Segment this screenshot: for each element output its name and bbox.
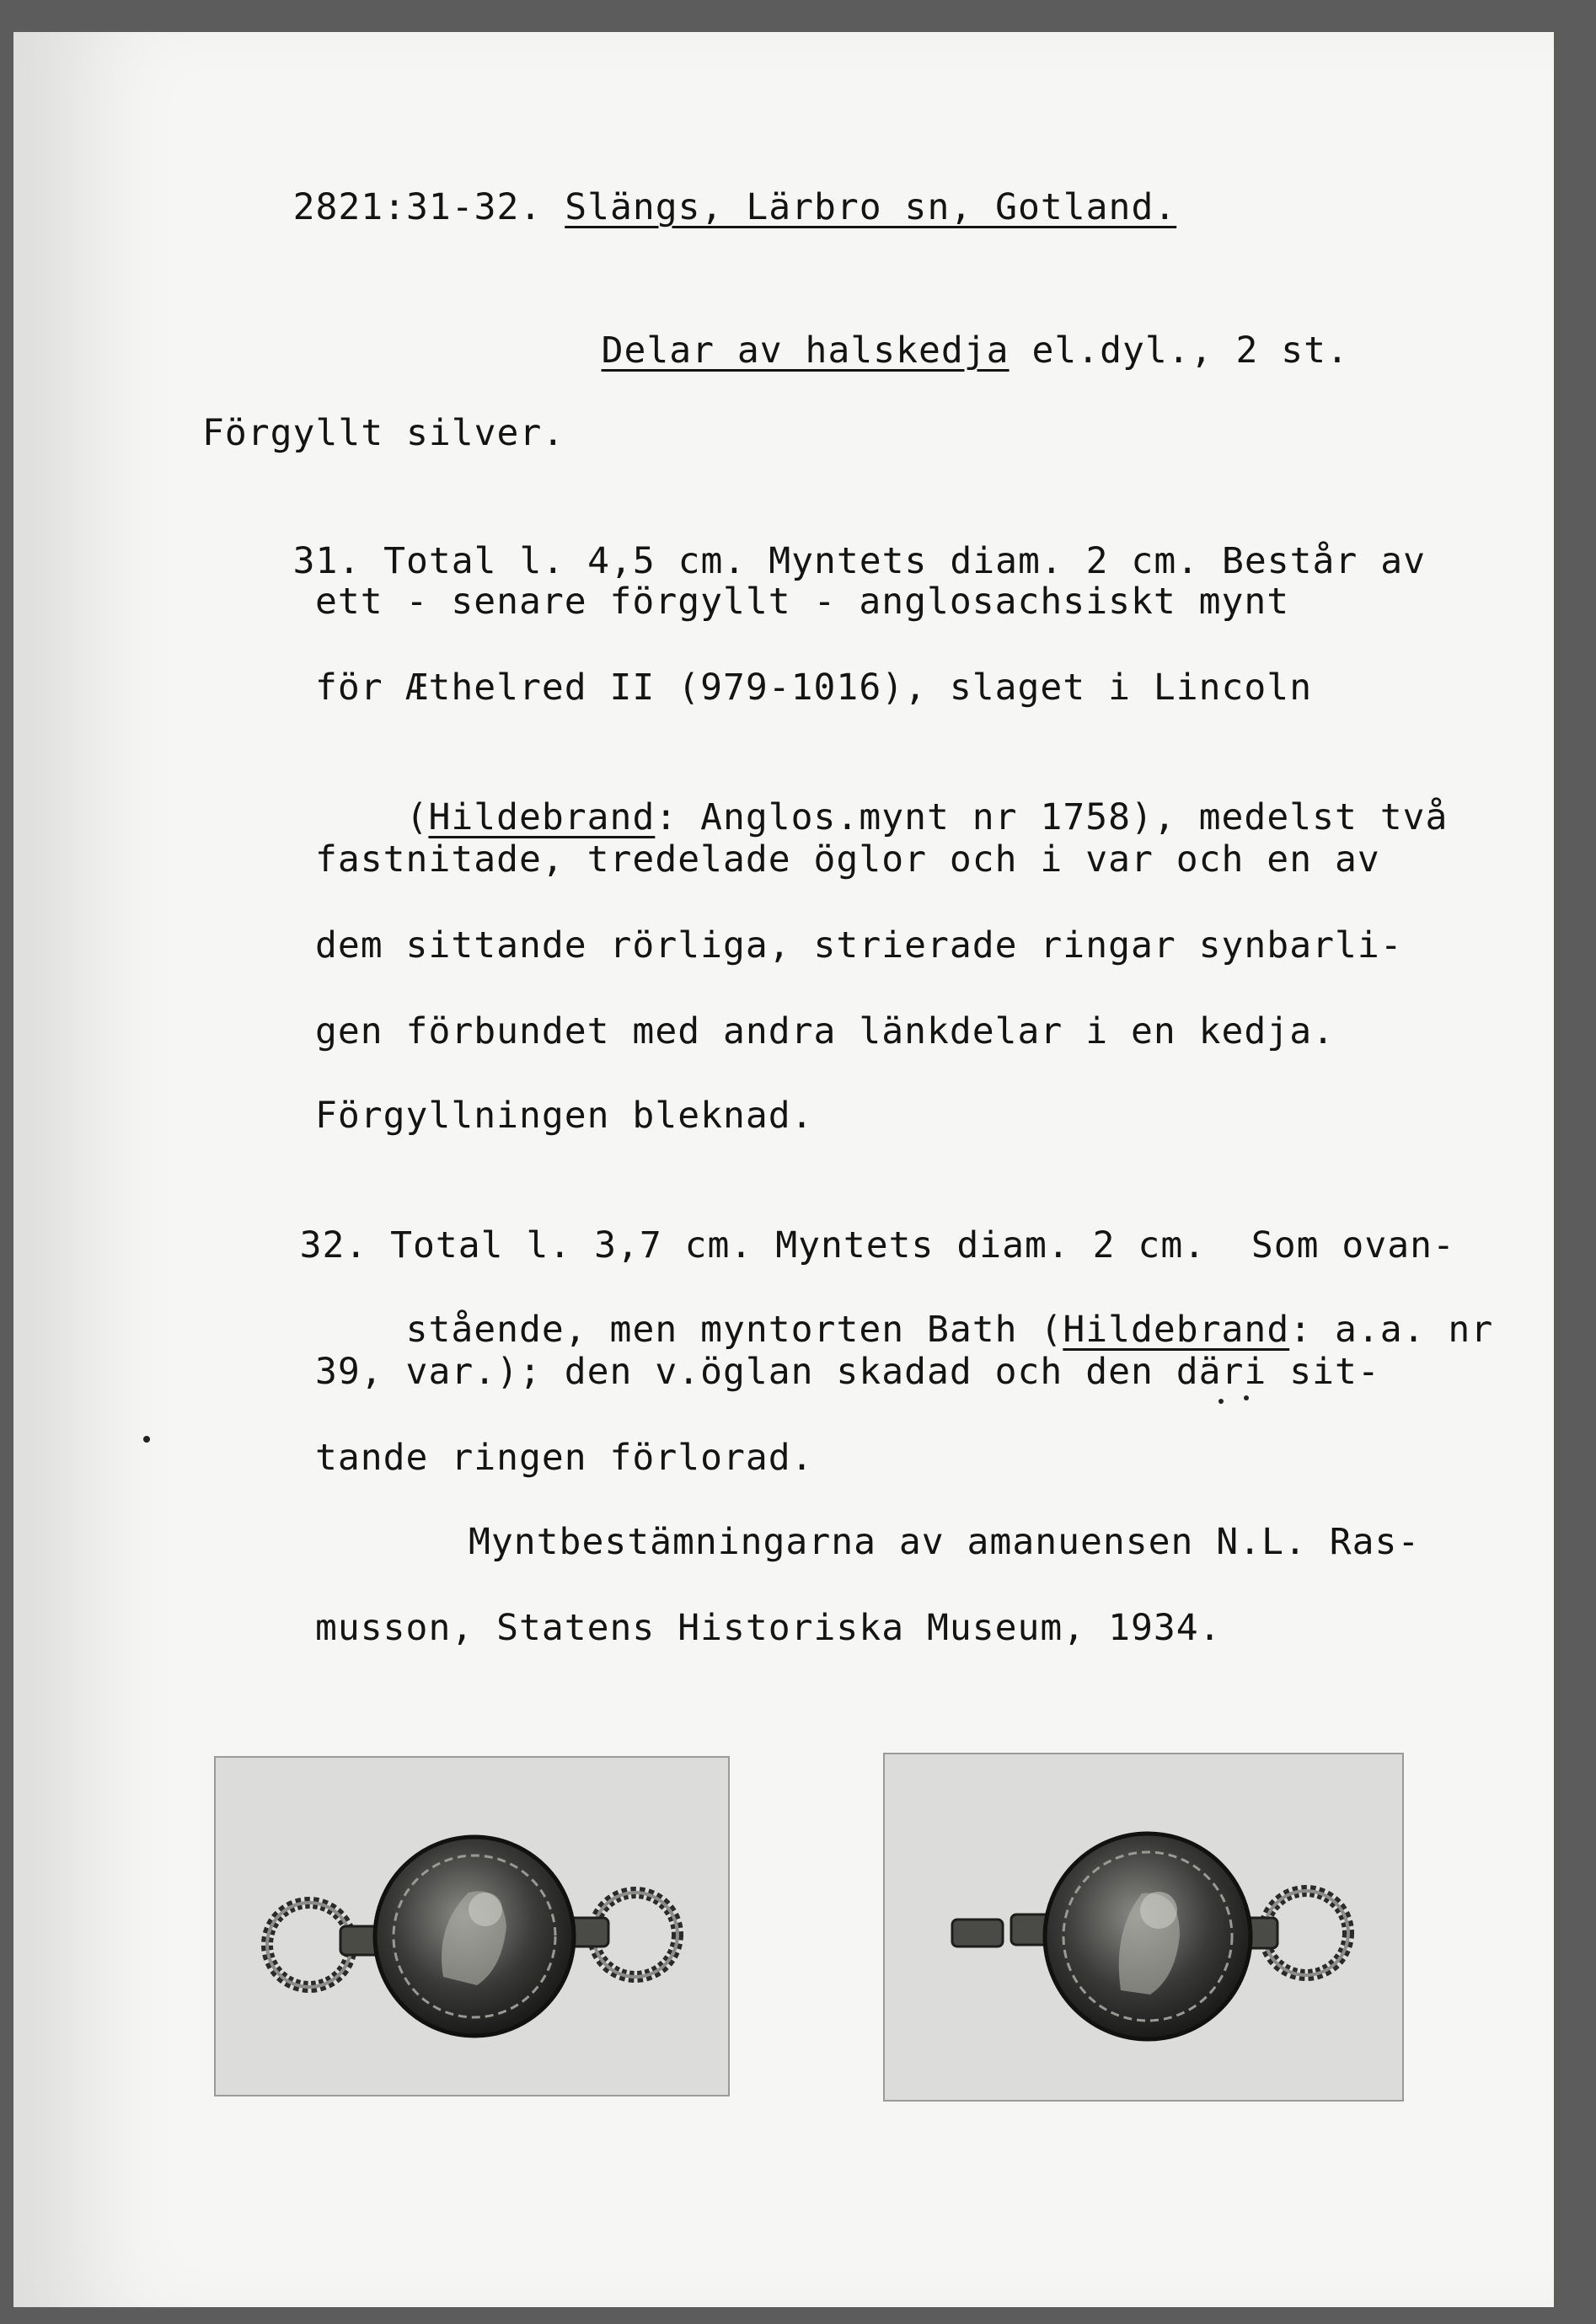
ink-speck xyxy=(143,1436,150,1443)
catalog-number: 2821:31-32. xyxy=(292,186,543,228)
item-31-number: 31. xyxy=(292,540,362,582)
note-line-2: musson, Statens Historiska Museum, 1934. xyxy=(315,1607,1222,1649)
site-name: Slängs, Lärbro sn, Gotland. xyxy=(565,186,1177,228)
item-32-number: 32. xyxy=(299,1224,368,1266)
document-page xyxy=(13,32,1554,2307)
item-32-line-3: 39, var.); den v.öglan skadad och den däri sit- xyxy=(315,1351,1380,1393)
item-32-text-b: : a.a. nr xyxy=(1289,1309,1494,1351)
item-31-line-5: fastnitade, tredelade öglor och i var och en av xyxy=(315,838,1380,881)
ink-speck xyxy=(1218,1399,1224,1404)
ink-speck xyxy=(1244,1395,1249,1400)
object-title-line xyxy=(511,285,1349,416)
reference-author-2: Hildebrand xyxy=(1063,1309,1290,1351)
item-31-line-8: Förgyllningen bleknad. xyxy=(315,1095,814,1137)
header-line xyxy=(202,142,1176,273)
item-32-text-a: stående, men myntorten Bath ( xyxy=(405,1309,1063,1351)
item-32-line-4: tande ringen förlorad. xyxy=(315,1437,814,1479)
item-31-line-2: ett - senare förgyllt - anglosachsiskt mynt xyxy=(315,581,1290,623)
item-32-text: Total l. 3,7 cm. Myntets diam. 2 cm. Som ovan- xyxy=(390,1224,1455,1266)
item-31-line-7: gen förbundet med andra länkdelar i en kedja. xyxy=(315,1010,1335,1052)
coin-pendant-photo-31 xyxy=(214,1756,730,2096)
coin-pendant-icon xyxy=(216,1758,728,2095)
reference-text: : Anglos.mynt nr 1758), medelst två xyxy=(655,796,1449,838)
coin-pendant-photo-32 xyxy=(883,1753,1404,2102)
note-line-1: Myntbestämningarna av amanuensen N.L. Ras- xyxy=(469,1521,1421,1563)
item-31-text: Total l. 4,5 cm. Myntets diam. 2 cm. Består av xyxy=(383,540,1426,582)
object-title: Delar av halskedja xyxy=(601,329,1010,372)
paren-open: ( xyxy=(405,796,429,838)
material-line: Förgyllt silver. xyxy=(202,412,565,454)
object-suffix: el.dyl., 2 st. xyxy=(1009,329,1349,372)
reference-author: Hildebrand xyxy=(428,796,656,838)
coin-pendant-icon xyxy=(885,1754,1402,2100)
item-31-line-3: för Æthelred II (979-1016), slaget i Lincoln xyxy=(315,667,1313,709)
item-31-line-6: dem sittande rörliga, strierade ringar synbarli- xyxy=(315,924,1403,967)
